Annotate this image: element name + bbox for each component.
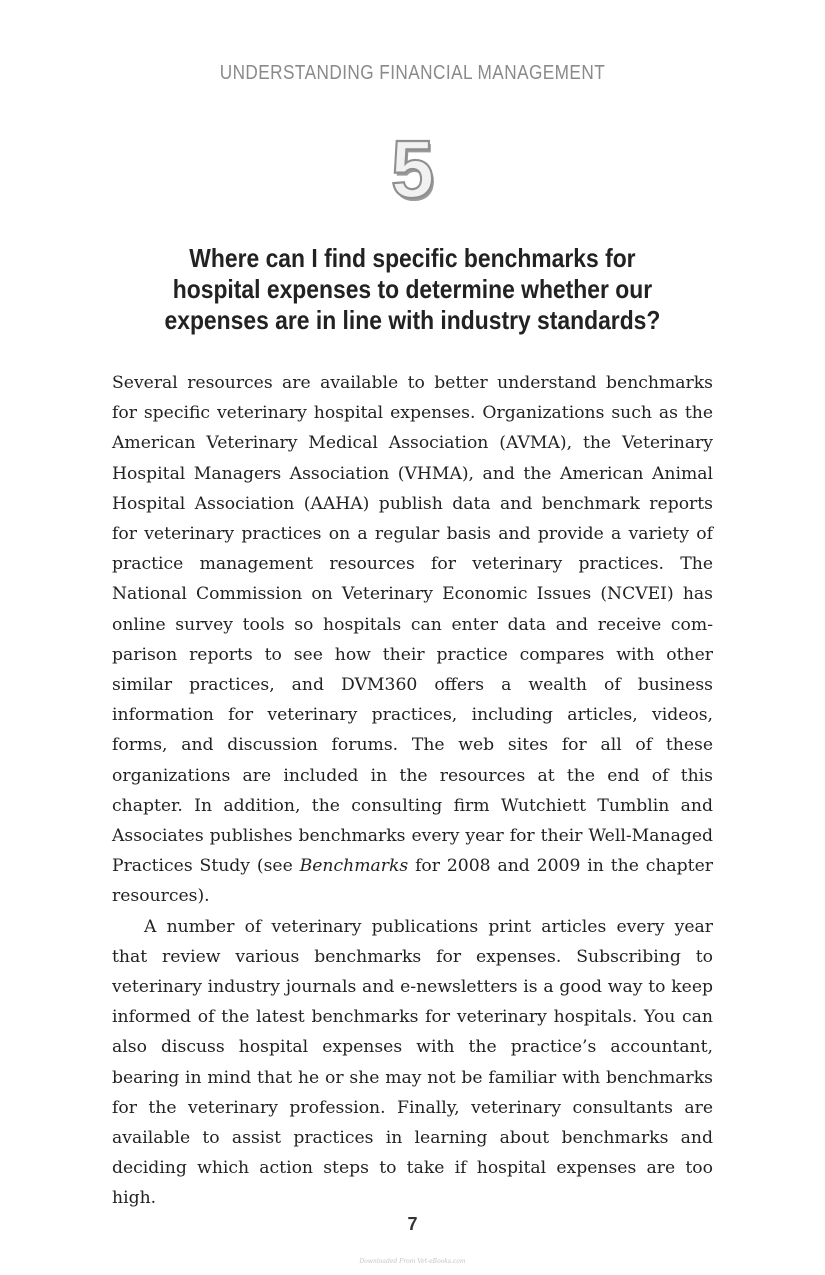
chapter-number: 5 <box>390 124 435 215</box>
paragraph-1-text: Several resources are available to better understand benchmarks for specific veterinary hospital expenses. Organizations such as the American Veterinary Medical Association (AVMA), the Veterinary Hospital Managers Association (VHMA), and the American Animal Hospital Association (AAHA) publish data and benchmark reports for veterinary practices on a regular basis and provide a variety of practice management resources for veterinary practices. The National Commission on Veterinary Economic Issues (NCVEI) has online survey tools so hospitals can enter data and receive comparison reports to see how their practice compares with other similar practices, and DVM360 offers a wealth of business information for veterinary practices, including articles, videos, forms, and discussion forums. The web sites for all of these organizations are included in the resources at the end of this chapter. In addition, the consulting firm Wutchiett Tumblin and Associates publishes benchmarks every year for their Well-Managed Practices Study (see <box>112 373 713 877</box>
body-text <box>112 368 713 1214</box>
paragraph-1-italic: Benchmarks <box>299 856 409 877</box>
paragraph-1 <box>112 368 713 912</box>
running-head: UNDERSTANDING FINANCIAL MANAGEMENT <box>219 62 606 84</box>
paragraph-2: A number of veterinary publications print articles every year that review various benchmarks for expenses. Subscribing to veterinary industry journals and e-newsletters is a good way to keep informed of the latest benchmarks for veterinary hospitals. You can also discuss hospital expenses with the practice’s accountant, bearing in mind that he or she may not be familiar with benchmarks for the veterinary profession. Finally, veterinary consultants are available to assist practices in learning about benchmarks and deciding which action steps to take if hospital expenses are too high. <box>112 916 713 1209</box>
watermark: Downloaded From Vet-eBooks.com <box>359 1258 466 1265</box>
page-number: 7 <box>407 1214 418 1234</box>
paragraph-1-text-end: for 2008 and 2009 in the chapter resources). <box>112 856 713 907</box>
question-heading: Where can I find specific benchmarks for hospital expenses to determine whether our expenses are in line with industry standards? <box>164 243 661 335</box>
